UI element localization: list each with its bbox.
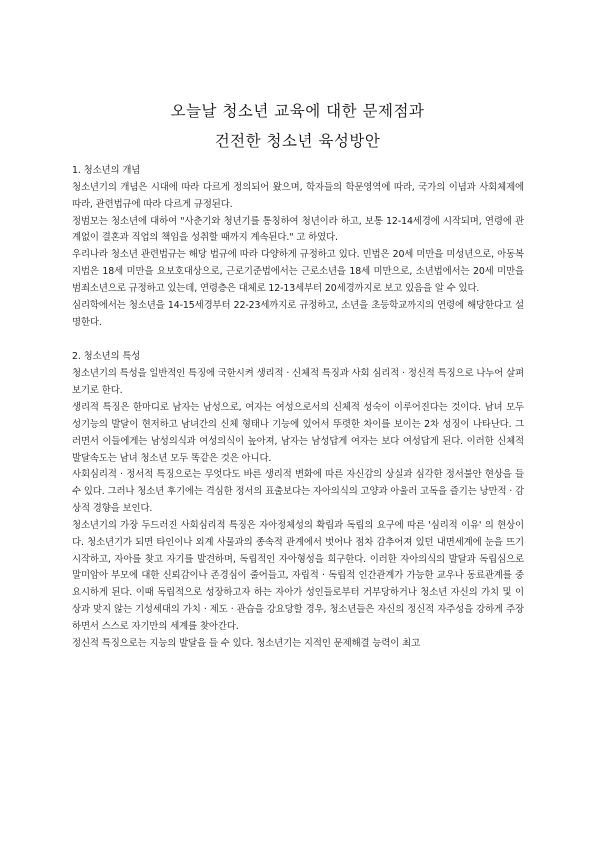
section-1-paragraph-3: 우리나라 청소년 관련법규는 해당 법규에 따라 다양하게 규정하고 있다. 민법은 20세 미만을 미성년으로, 아동복지법은 18세 미만을 요보호대상으로, 근로기준법에서는 근로소년을 18세 미만으로, 소년법에서는 20세 미만을 범죄소년으로 규정하고 있는데, 연령층은 대체로 12-13세부터 20세경까지로 보고 있음을 알 수 있다. [72, 249, 524, 294]
section-1-paragraph-2: 정범모는 청소년에 대하여 "사춘기와 청년기를 통칭하여 청년이라 하고, 보통 12-14세경에 시작되며, 연령에 관계없이 결혼과 직업의 책임을 성취할 때까지 계속된다." 고 하였다. [72, 215, 524, 244]
section-2-paragraph-2: 생리적 특징은 한마디로 남자는 남성으로, 여자는 여성으로서의 신체적 성숙이 이루어진다는 것이다. 남녀 모두 성기능의 발달이 현저하고 남녀간의 신체 형태나 기능에 있어서 뚜렷한 차이를 보이는 2차 성징이 나타난다. 그러면서 이들에게는 남성의식과 여성의식이 높아져, 남자는 남성답게 여자는 보다 여성답게 된다. 이러한 신체적 발달속도는 남녀 청소년 모두 똑같은 것은 아니다. [72, 401, 524, 464]
section-2-paragraph-1: 청소년기의 특성을 일반적인 특징에 국한시켜 생리적 · 신체적 특징과 사회 심리적 · 정신적 특징으로 나누어 살펴보기로 한다. [72, 368, 524, 397]
section-2-paragraph-5: 정신적 특징으로는 지능의 발달을 들 수 있다. 청소년기는 지적인 문제해결 능력이 최고 [72, 637, 421, 649]
section-1-heading: 1. 청소년의 개념 [72, 165, 141, 176]
document-title [0, 96, 595, 156]
section-1-paragraph-1: 청소년기의 개념은 시대에 따라 다르게 정의되어 왔으며, 학자들의 학문영역에 따라, 국가의 이념과 사회체제에 따라, 관련법규에 따라 다르게 규정된다. [72, 181, 524, 210]
section-2-heading: 2. 청소년의 특성 [72, 351, 141, 363]
title-line-1: 오늘날 청소년 교육에 대한 문제점과 [170, 102, 425, 120]
document-body [72, 163, 524, 653]
section-1-paragraph-4: 심리학에서는 청소년을 14-15세경부터 22-23세까지로 규정하고, 소년을 초등학교까지의 연령에 해당한다고 설명한다. [72, 299, 524, 328]
section-spacer [72, 331, 524, 349]
section-2-paragraph-4: 청소년기의 가장 두드러진 사회심리적 특징은 자아정체성의 확립과 독립의 요구에 따른 '심리적 이유' 의 현상이다. 청소년기가 되면 타인이나 외계 사물과의 종속적 관계에서 벗어나 점차 감추어져 있던 내면세계에 눈을 뜨기 시작하고, 자아를 찾고 자기를 발견하며, 독립적인 자아형성을 희구한다. 이러한 자아의식의 발달과 독립심으로 말미암아 부모에 대한 신뢰감이나 존경심이 줄어들고, 자립적 · 독립적 인간관계가 가능한 교우나 동료관계를 중요시하게 된다. 이때 독립적으로 성장하고자 하는 자아가 성인들로부터 거부당하거나 청소년 자신의 가치 및 이상과 맞지 않는 기성세대의 가치 · 제도 · 관습을 강요당할 경우, 청소년들은 자신의 정신적 자주성을 강하게 주장하면서 스스로 자기만의 세계를 찾아간다. [72, 519, 524, 632]
section-2-paragraph-3: 사회심리적 · 정서적 특징으로는 무엇다도 바른 생리적 변화에 따른 자신감의 상실과 심각한 정서불안 현상을 들 수 있다. 그러나 청소년 후기에는 격심한 정서의 표출보다는 자아의식의 고양과 아울러 고독을 즐기는 낭만적 · 감상적 경향을 보인다. [72, 469, 524, 515]
title-line-2: 건전한 청소년 육성방안 [214, 132, 381, 150]
